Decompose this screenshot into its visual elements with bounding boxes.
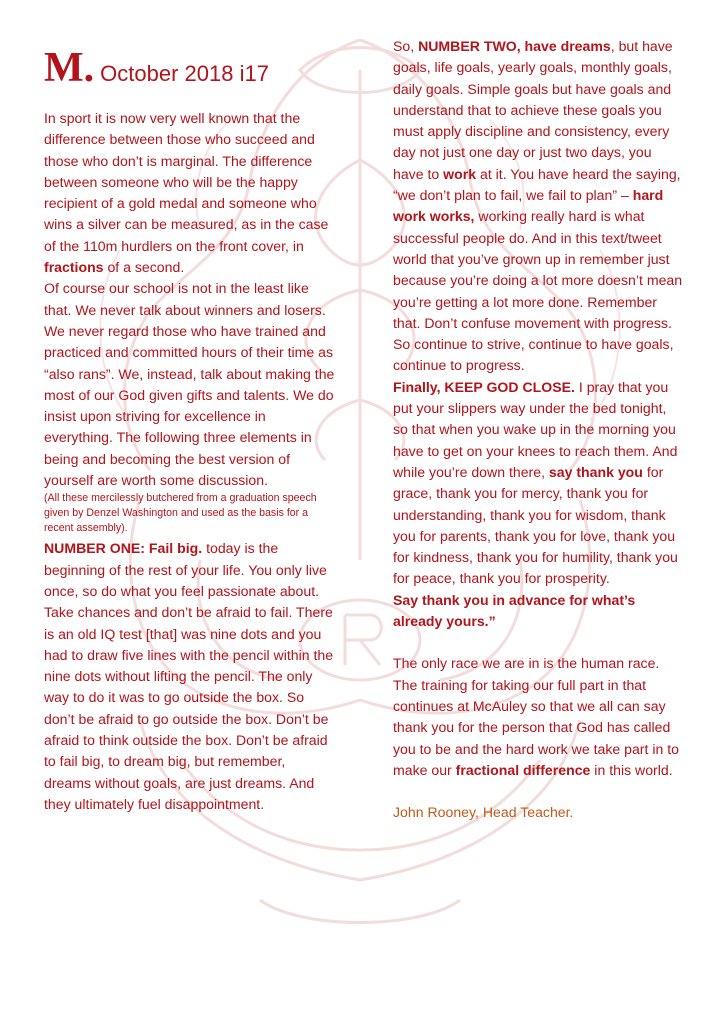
heading-finally: Finally, KEEP GOD CLOSE.: [393, 378, 575, 395]
signature: John Rooney, Head Teacher.: [393, 804, 574, 821]
issue-date: October 2018 i17: [100, 61, 269, 86]
paragraph-say-thank-you: Say thank you in advance for what’s already yours.”: [393, 591, 636, 630]
right-column: [393, 36, 685, 823]
paragraph-intro: In sport it is now very well known that the difference between those who succeed and those who don’t is marginal. The difference between someone who will be the happy recipient of a gold medal and someone who wins a silver can be measured, as in the case of the 110m hurdlers on the front cover, in fractions of a second.: [44, 110, 329, 276]
heading-number-two: NUMBER TWO, have dreams: [418, 38, 611, 54]
paragraph-school: Of course our school is not in the least like that. We never talk about winners and losers. We never regard those who have trained and practiced and committed hours of their time as “also rans”. We, instead, talk about making the most of our God given gifts and talents. We do insist upon striving for excellence in everything. The following three elements in being and becoming the best version of yourself are worth some discussion.: [44, 280, 335, 489]
masthead-letter: M.: [44, 45, 95, 91]
left-column: [44, 46, 336, 815]
spacer: [393, 632, 685, 653]
paragraph-number-two: So, NUMBER TWO, have dreams, but have goals, life goals, yearly goals, monthly goals, daily goals. Simple goals but have goals and understand that to achieve these goals you must apply discipline and consistency, every day not just one day or just two days, you have to work at it. You have heard the saying, “we don’t plan to fail, we fail to plan” – hard work works, working really hard is what successful people do. And in this text/tweet world that you’ve grown up in remember just because you’re doing a lot more doesn’t mean you’re getting a lot more done. Remember that. Don’t confuse movement with progress. So continue to strive, continue to have goals, continue to progress.: [393, 38, 683, 374]
paragraph-human-race: The only race we are in is the human race. The training for taking our full part in that continues at McAuley so that we all can say thank you for the person that God has called you to be and the hard work we take part in to make our fractional difference in this world.: [393, 655, 679, 778]
masthead: [44, 46, 336, 90]
speech-note: (All these mercilessly butchered from a graduation speech given by Denzel Washington and used as the basis for a recent assembly).: [44, 492, 317, 535]
spacer: [393, 781, 685, 802]
paragraph-finally: Finally, KEEP GOD CLOSE. I pray that you put your slippers way under the bed tonight, so that when you wake up in the morning you have to get on your knees to reach them. And while you’re down there, say thank you for grace, thank you for mercy, thank you for understanding, thank you for wisdom, thank you for parents, thank you for love, thank you for kindness, thank you for humility, thank you for peace, thank you for prosperity.: [393, 378, 678, 587]
paragraph-number-one: NUMBER ONE: Fail big. today is the beginning of the rest of your life. You only live once, so do what you feel passionate about. Take chances and don’t be afraid to fail. There is an old IQ test [that] was nine dots and you had to draw five lines with the pencil within the nine dots without lifting the pencil. The only way to do it was to go outside the box. So don’t be afraid to go outside the box. Don’t be afraid to think outside the box. Don’t be afraid to fail big, to dream big, but remember, dreams without goals, are just dreams. And they ultimately fuel disappointment.: [44, 540, 334, 812]
heading-number-one: NUMBER ONE: Fail big.: [44, 540, 203, 557]
